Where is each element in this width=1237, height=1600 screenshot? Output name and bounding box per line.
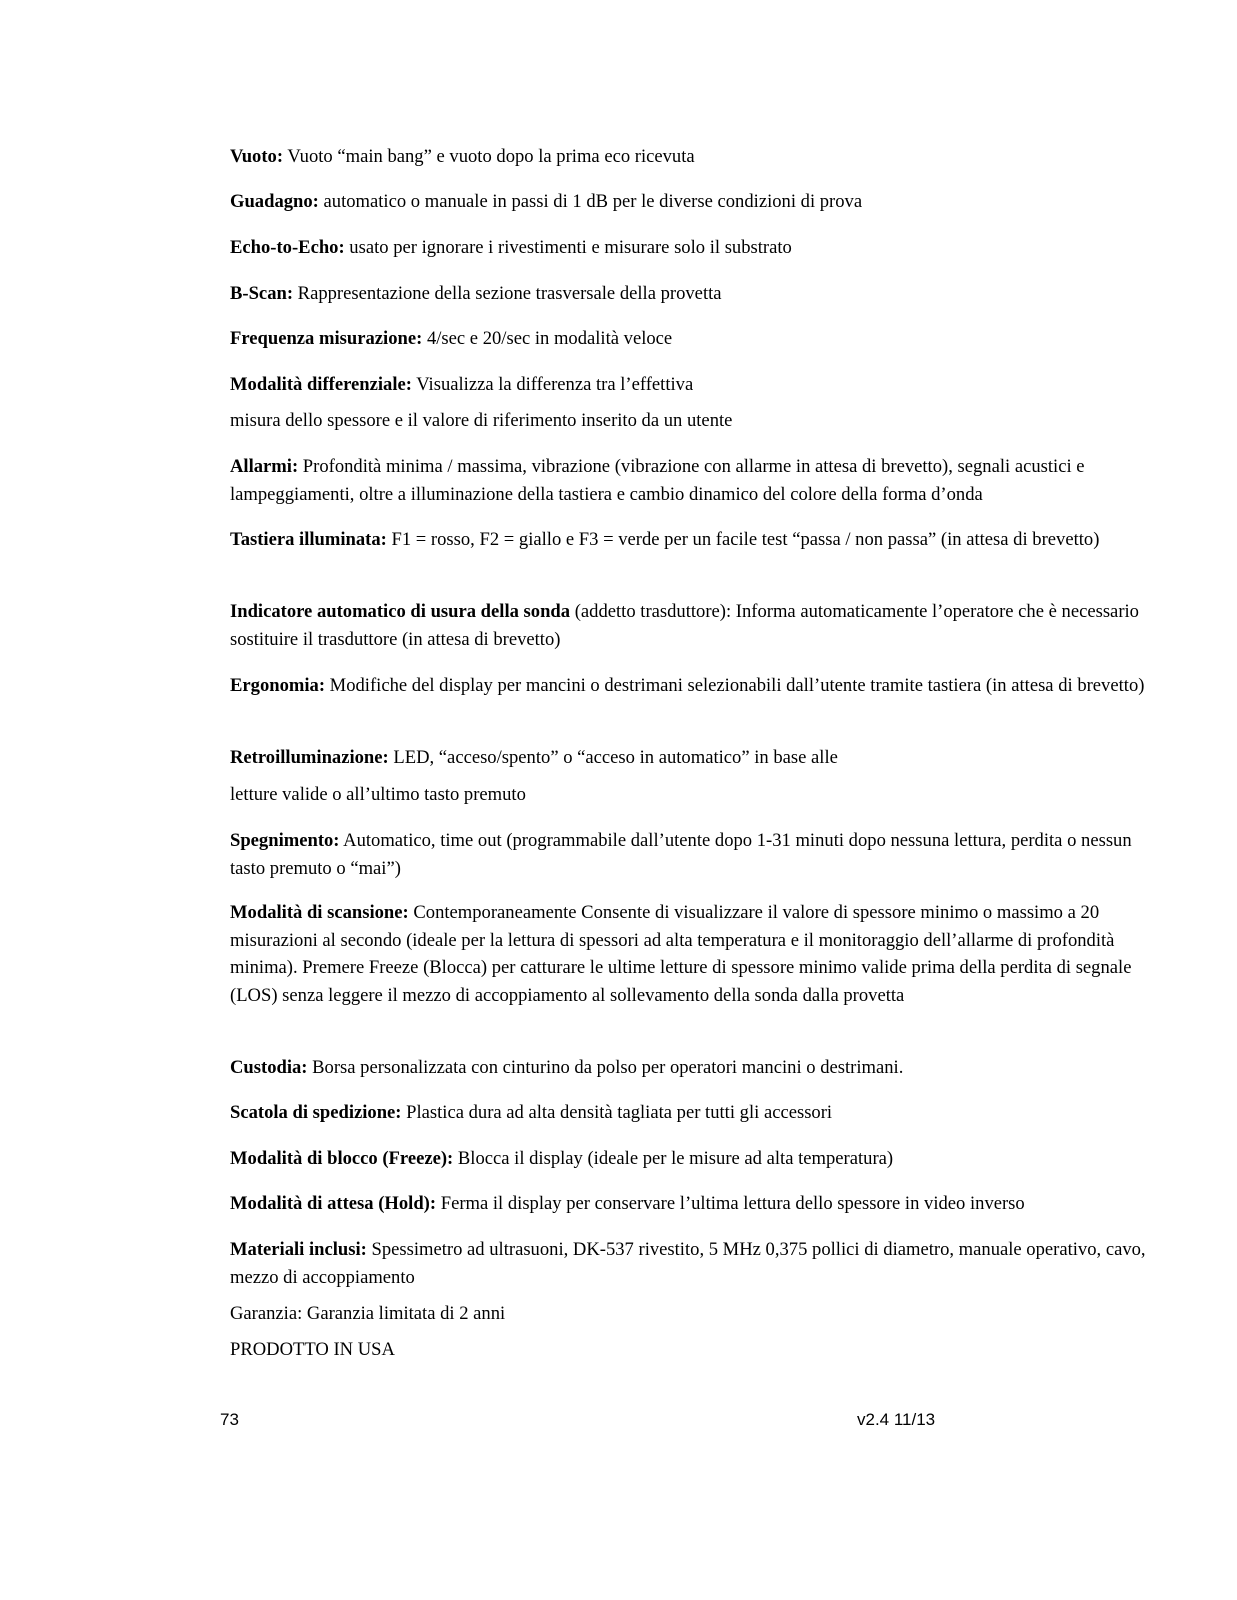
page-number: 73 — [220, 1410, 239, 1429]
spec-allarmi — [230, 453, 1160, 508]
spec-modalita-scansione — [230, 899, 1160, 1009]
spec-text: Vuoto “main bang” e vuoto dopo la prima eco ricevuta — [283, 146, 695, 167]
spec-modalita-attesa — [230, 1190, 1160, 1218]
spec-echo-to-echo — [230, 234, 1160, 262]
spec-text: letture valide o all’ultimo tasto premuto — [230, 784, 526, 805]
spec-label: Guadagno: — [230, 191, 319, 212]
spec-label: Indicatore automatico di usura della sonda — [230, 601, 571, 622]
spec-retroilluminazione — [230, 744, 1160, 772]
spec-label: Custodia: — [230, 1057, 308, 1078]
made-in-text: PRODOTTO IN USA — [230, 1339, 395, 1360]
spec-label: Modalità differenziale: — [230, 374, 412, 395]
spec-modalita-blocco — [230, 1145, 1160, 1173]
spec-text: Contemporaneamente Consente di visualizzare il valore di spessore minimo o massimo a 20 misurazioni al secondo (ideale per la lettura di spessori ad alta temperatura e il monitoraggio dell’allarme di profondità minima). Premere Freeze (Blocca) per catturare le ultime letture di spessore minimo valide prima della perdita di segnale (LOS) senza leggere il mezzo di accoppiamento al sollevamento della sonda dalla provetta — [230, 902, 1132, 1006]
spec-frequenza — [230, 325, 1160, 353]
spec-text: Plastica dura ad alta densità tagliata per tutti gli accessori — [401, 1102, 833, 1123]
spec-label: Materiali inclusi: — [230, 1239, 367, 1260]
spec-label: B-Scan: — [230, 283, 294, 304]
spec-modalita-differenziale — [230, 371, 1160, 399]
spec-text: automatico o manuale in passi di 1 dB per le diverse condizioni di prova — [318, 191, 863, 212]
spec-custodia — [230, 1054, 1160, 1082]
spec-spegnimento — [230, 827, 1160, 882]
spec-text: Borsa personalizzata con cinturino da polso per operatori mancini o destrimani. — [307, 1057, 904, 1078]
spec-modalita-differenziale-cont — [230, 407, 1160, 435]
spec-text: Ferma il display per conservare l’ultima lettura dello spessore in video inverso — [436, 1193, 1025, 1214]
spec-text: F1 = rosso, F2 = giallo e F3 = verde per un facile test “passa / non passa” (in attesa di brevetto) — [386, 529, 1100, 550]
spec-text: (addetto trasduttore): Informa automaticamente l’operatore che è necessario sostituire il trasduttore (in attesa di brevetto) — [230, 601, 1139, 650]
spec-text: usato per ignorare i rivestimenti e misurare solo il substrato — [344, 237, 792, 258]
spec-label: Frequenza misurazione: — [230, 328, 423, 349]
spec-label: Ergonomia: — [230, 675, 326, 696]
spec-label: Modalità di attesa (Hold): — [230, 1193, 437, 1214]
spec-materiali-inclusi — [230, 1236, 1160, 1291]
spec-label: Allarmi: — [230, 456, 299, 477]
spec-text: Rappresentazione della sezione trasversale della provetta — [293, 283, 722, 304]
spec-text: Blocca il display (ideale per le misure ad alta temperatura) — [453, 1148, 894, 1169]
spec-text: Modifiche del display per mancini o destrimani selezionabili dall’utente tramite tastiera (in attesa di brevetto) — [325, 675, 1145, 696]
spec-text: LED, “acceso/spento” o “acceso in automatico” in base alle — [388, 747, 838, 768]
spec-label: Tastiera illuminata: — [230, 529, 387, 550]
spec-text: Spessimetro ad ultrasuoni, DK-537 rivestito, 5 MHz 0,375 pollici di diametro, manuale operativo, cavo, mezzo di accoppiamento — [230, 1239, 1146, 1288]
spec-text: 4/sec e 20/sec in modalità veloce — [422, 328, 673, 349]
spec-label: Spegnimento: — [230, 830, 340, 851]
spec-text: misura dello spessore e il valore di riferimento inserito da un utente — [230, 410, 733, 431]
spec-label: Vuoto: — [230, 146, 284, 167]
spec-text: Profondità minima / massima, vibrazione (vibrazione con allarme in attesa di brevetto), segnali acustici e lampeggiamenti, oltre a illuminazione della tastiera e cambio dinamico del colore della forma d’onda — [230, 456, 1085, 505]
warranty-text: Garanzia: Garanzia limitata di 2 anni — [230, 1303, 506, 1324]
spec-text: Automatico, time out (programmabile dall’utente dopo 1-31 minuti dopo nessuna lettura, perdita o nessun tasto premuto o “mai”) — [230, 830, 1132, 879]
spec-label: Echo-to-Echo: — [230, 237, 345, 258]
spec-label: Modalità di blocco (Freeze): — [230, 1148, 454, 1169]
spec-label: Retroilluminazione: — [230, 747, 389, 768]
spec-text: Visualizza la differenza tra l’effettiva — [411, 374, 694, 395]
spec-b-scan — [230, 280, 1160, 308]
spec-tastiera-illuminata — [230, 526, 1160, 554]
spec-label: Modalità di scansione: — [230, 902, 409, 923]
spec-ergonomia — [230, 672, 1160, 700]
document-version: v2.4 11/13 — [857, 1410, 936, 1429]
spec-guadagno — [230, 188, 1160, 216]
spec-indicatore-usura — [230, 598, 1160, 653]
spec-retroilluminazione-cont — [230, 781, 1160, 809]
spec-vuoto — [230, 143, 1160, 171]
spec-scatola-spedizione — [230, 1099, 1160, 1127]
spec-label: Scatola di spedizione: — [230, 1102, 402, 1123]
